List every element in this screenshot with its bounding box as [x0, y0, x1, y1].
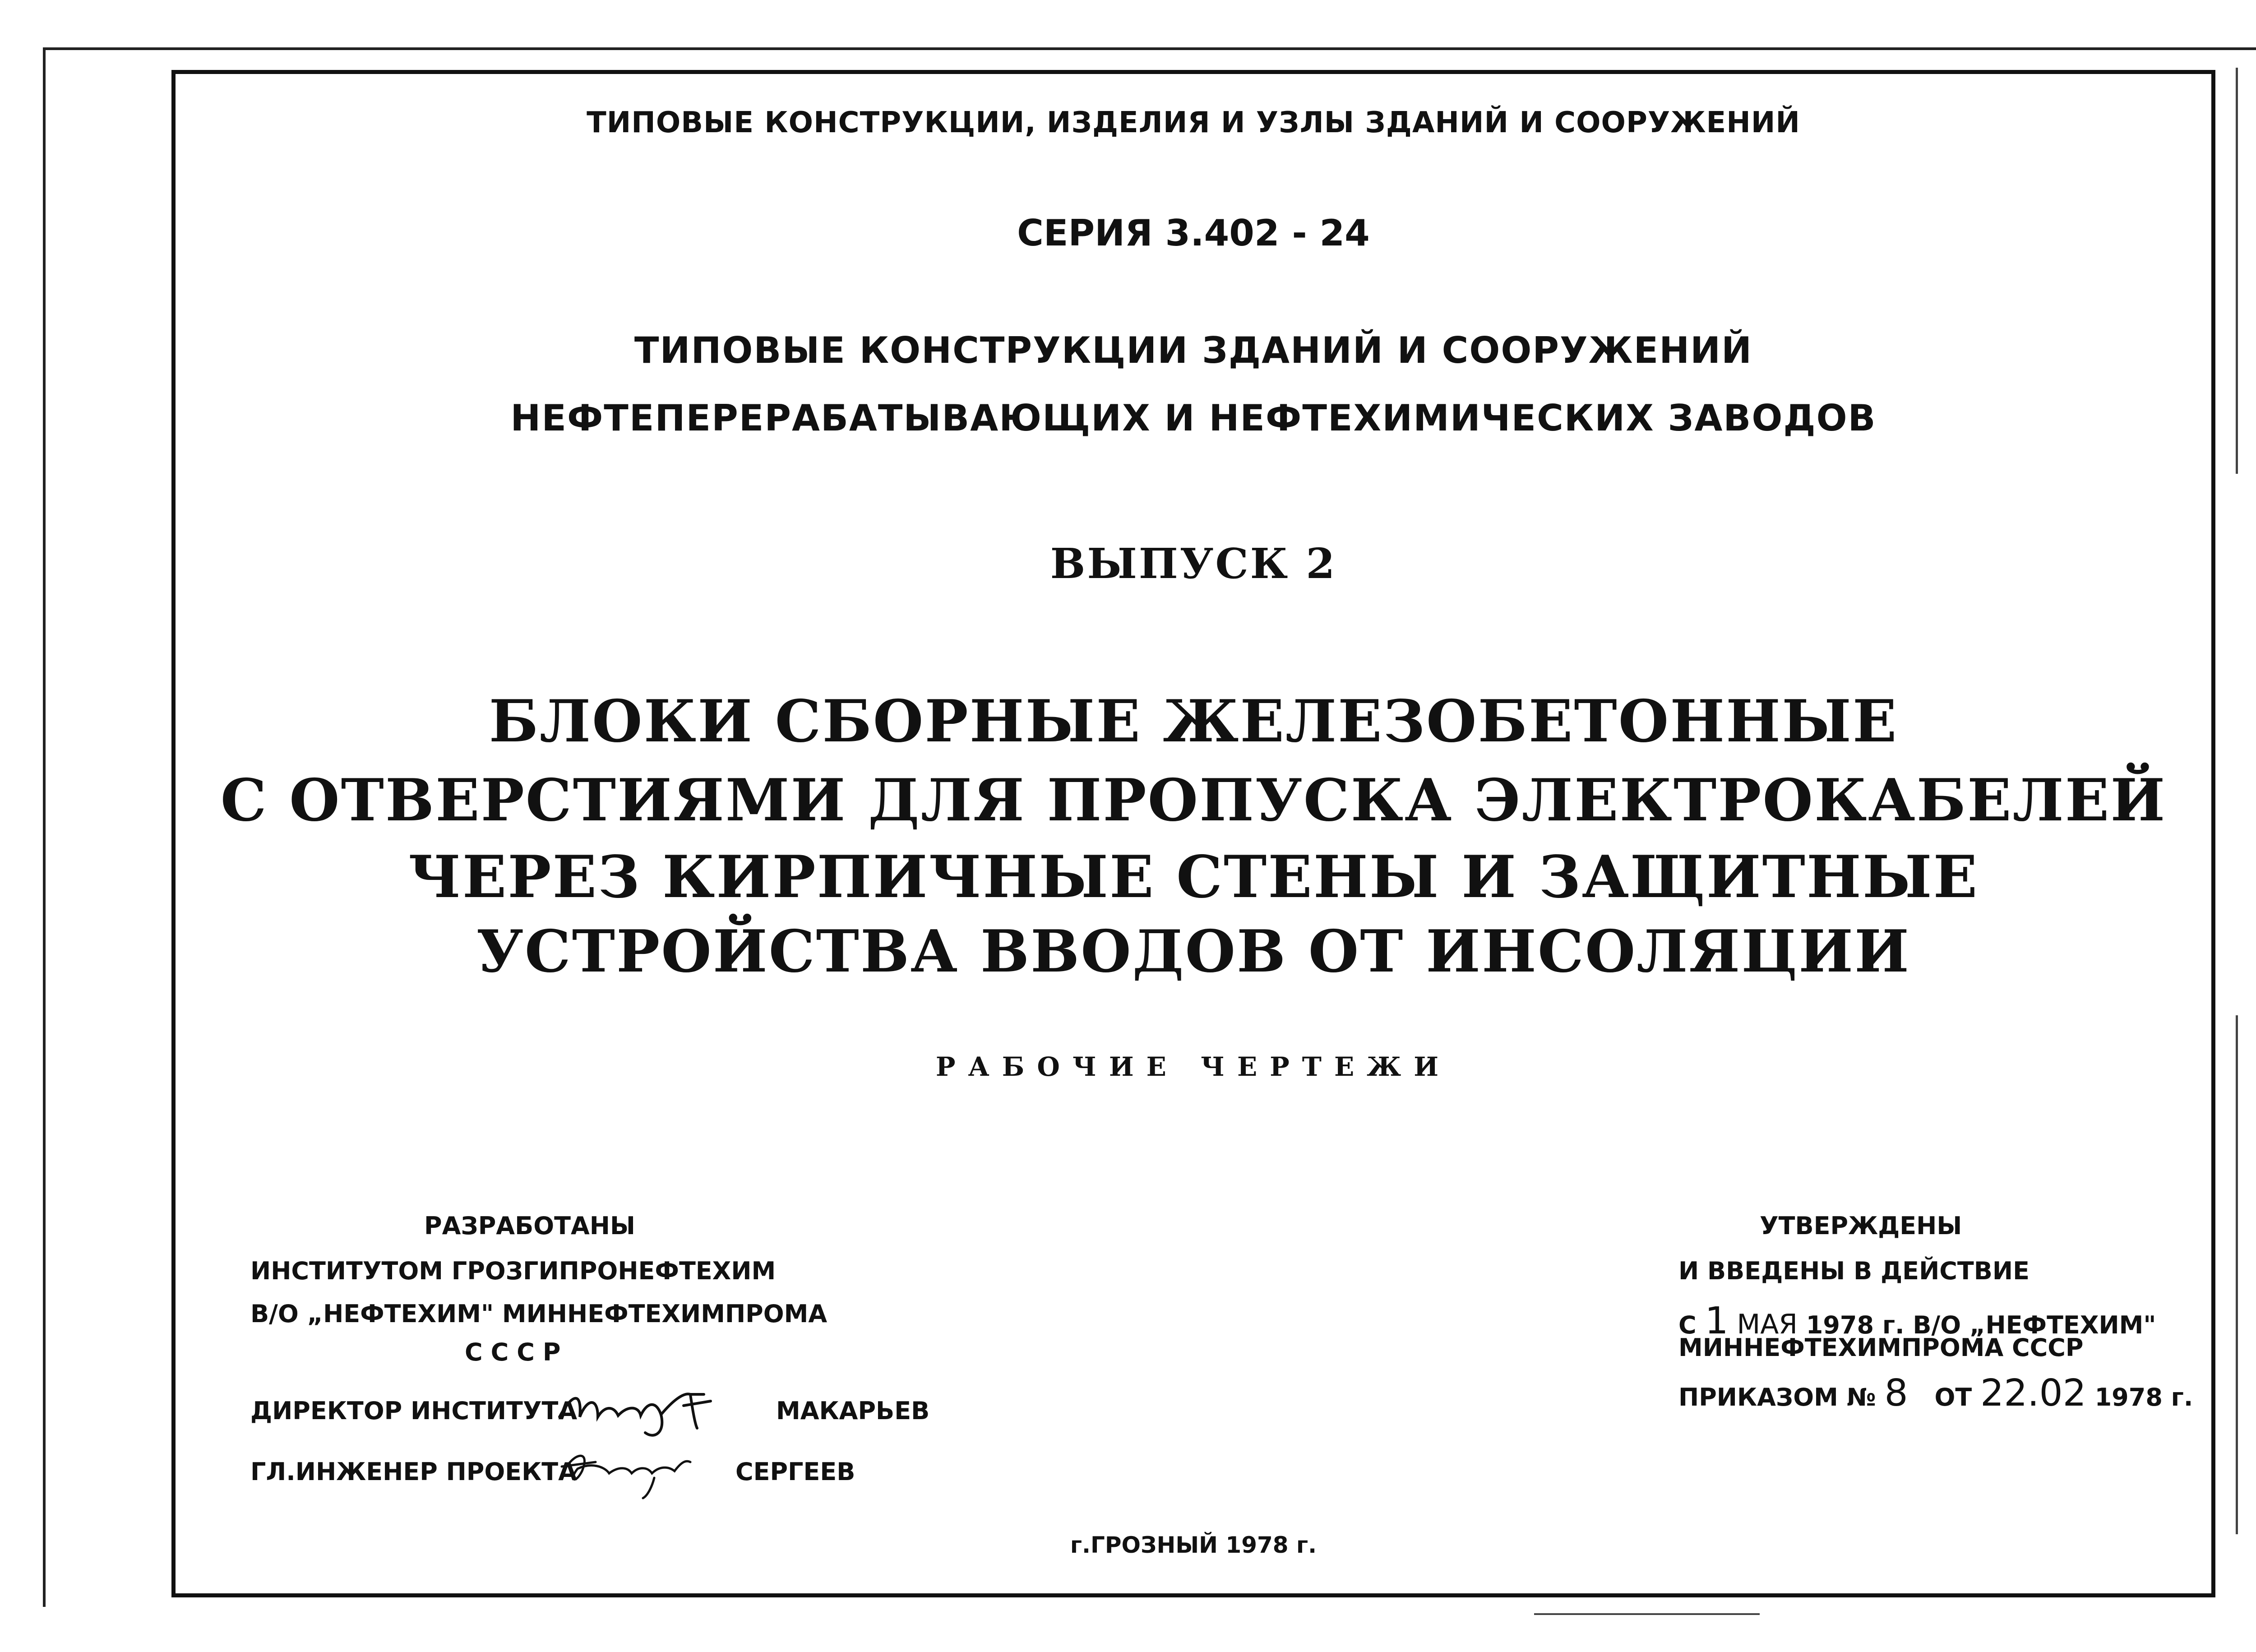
collection-title: ТИПОВЫЕ КОНСТРУКЦИИ, ИЗДЕЛИЯ И УЗЛЫ ЗДАНИЙ И СООРУЖЕНИЙ [587, 106, 1800, 139]
approved-order [1678, 1372, 2193, 1415]
edge-mark-right-lower [2236, 1015, 2238, 1534]
subtitle-line-2: НЕФТЕПЕРЕРАБАТЫВАЮЩИХ И НЕФТЕХИМИЧЕСКИХ ЗАВОДОВ [510, 397, 1877, 439]
document-type: РАБОЧИЕ ЧЕРТЕЖИ [935, 1051, 1452, 1082]
engineer-label: ГЛ.ИНЖЕНЕР ПРОЕКТА [250, 1458, 577, 1486]
director-label: ДИРЕКТОР ИНСТИТУТА [250, 1397, 578, 1425]
order-prefix: ПРИКАЗОМ № [1678, 1383, 1876, 1411]
director-signature [555, 1374, 781, 1442]
developed-ministry: В/О „НЕФТЕХИМ" МИННЕФТЕХИМПРОМА [250, 1300, 828, 1328]
approved-day-handwritten: 1 [1705, 1300, 1729, 1342]
approved-date-prefix: С [1678, 1311, 1697, 1339]
main-title-line-1: БЛОКИ СБОРНЫЕ ЖЕЛЕЗОБЕТОННЫЕ [489, 688, 1898, 755]
city-year: г.ГРОЗНЫЙ 1978 г. [1070, 1532, 1317, 1558]
main-title-line-3: ЧЕРЕЗ КИРПИЧНЫЕ СТЕНЫ И ЗАЩИТНЫЕ [408, 843, 1979, 911]
issue-number: ВЫПУСК 2 [1050, 539, 1337, 588]
series-number: СЕРИЯ 3.402 - 24 [1017, 212, 1370, 254]
developed-country: СССР [465, 1338, 569, 1366]
developed-institute: ИНСТИТУТОМ ГРОЗГИПРОНЕФТЕХИМ [250, 1257, 776, 1285]
approved-year-org: 1978 г. В/О „НЕФТЕХИМ" [1806, 1311, 2156, 1339]
subtitle-line-1: ТИПОВЫЕ КОНСТРУКЦИИ ЗДАНИЙ И СООРУЖЕНИЙ [634, 329, 1753, 371]
order-date-prefix: ОТ [1934, 1383, 1972, 1411]
engineer-name: СЕРГЕЕВ [735, 1458, 855, 1486]
approved-month-handwritten: МАЯ [1737, 1309, 1798, 1340]
order-date-handwritten: 22.02 [1980, 1372, 2086, 1415]
approved-line-1: И ВВЕДЕНЫ В ДЕЙСТВИЕ [1678, 1257, 2029, 1285]
developed-heading: РАЗРАБОТАНЫ [424, 1212, 635, 1240]
approved-line-3: МИННЕФТЕХИМПРОМА СССР [1678, 1333, 2084, 1362]
approved-heading: УТВЕРЖДЕНЫ [1760, 1212, 1962, 1240]
edge-mark-right-upper [2236, 68, 2238, 474]
order-year: 1978 г. [2094, 1383, 2193, 1411]
main-title-line-4: УСТРОЙСТВА ВВОДОВ ОТ ИНСОЛЯЦИИ [476, 918, 1910, 986]
director-name: МАКАРЬЕВ [776, 1397, 930, 1425]
order-number-handwritten: 8 [1884, 1372, 1908, 1415]
edge-mark-bottom [1534, 1613, 1760, 1615]
main-title-line-2: С ОТВЕРСТИЯМИ ДЛЯ ПРОПУСКА ЭЛЕКТРОКАБЕЛЕЙ [220, 767, 2167, 834]
engineer-signature [555, 1435, 699, 1503]
